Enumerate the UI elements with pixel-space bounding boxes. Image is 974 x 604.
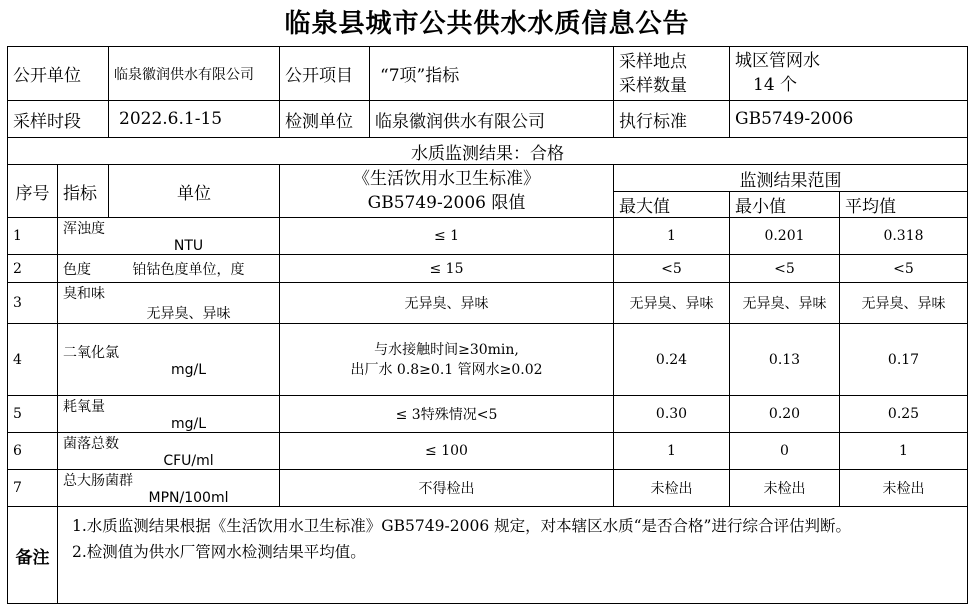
row-limit: ≤ 1 bbox=[280, 218, 614, 255]
col-standard-line2: GB5749-2006 限值 bbox=[367, 193, 526, 213]
row-seq: 7 bbox=[8, 470, 58, 507]
col-indicator: 指标 bbox=[58, 165, 109, 218]
note-line-2: 2.检测值为供水厂管网水检测结果平均值。 bbox=[72, 543, 366, 561]
row-indicator-label: 浑浊度 bbox=[63, 221, 105, 237]
header-row-publisher bbox=[8, 47, 968, 101]
col-seq: 序号 bbox=[8, 165, 58, 218]
row-max: <5 bbox=[614, 255, 730, 283]
row-max: 0.24 bbox=[614, 324, 730, 396]
location-label: 采样地点 bbox=[619, 51, 687, 72]
row-max: 无异臭、异味 bbox=[614, 283, 730, 324]
lab-value: 临泉徽润供水有限公司 bbox=[370, 101, 614, 138]
row-indicator bbox=[58, 218, 280, 255]
row-max: 未检出 bbox=[614, 470, 730, 507]
row-indicator bbox=[58, 283, 280, 324]
row-unit: mg/L bbox=[170, 416, 207, 432]
water-quality-table bbox=[7, 46, 968, 604]
col-max: 最大值 bbox=[614, 192, 730, 218]
row-limit: ≤ 100 bbox=[280, 433, 614, 470]
period-label: 采样时段 bbox=[8, 101, 109, 138]
table-row bbox=[8, 255, 968, 283]
row-avg: 1 bbox=[840, 433, 968, 470]
row-unit: CFU/ml bbox=[163, 453, 214, 469]
row-indicator bbox=[58, 324, 280, 396]
row-limit: 无异臭、异味 bbox=[280, 283, 614, 324]
column-header-row bbox=[8, 165, 968, 192]
row-unit: 铂钴色度单位，度 bbox=[132, 261, 245, 278]
items-label: 公开项目 bbox=[280, 47, 370, 101]
row-unit: 无异臭、异味 bbox=[146, 306, 231, 322]
row-unit: mg/L bbox=[170, 361, 207, 378]
table-row bbox=[8, 470, 968, 507]
row-indicator bbox=[58, 433, 280, 470]
row-indicator-label: 菌落总数 bbox=[63, 436, 119, 452]
notes-label: 备注 bbox=[8, 507, 58, 604]
row-min: 无异臭、异味 bbox=[730, 283, 840, 324]
header-row-period bbox=[8, 101, 968, 138]
row-max: 1 bbox=[614, 433, 730, 470]
row-seq: 4 bbox=[8, 324, 58, 396]
col-unit: 单位 bbox=[109, 165, 280, 218]
row-indicator-label: 色度 bbox=[63, 261, 91, 278]
col-range: 监测结果范围 bbox=[614, 165, 968, 192]
table-row bbox=[8, 218, 968, 255]
table-row bbox=[8, 396, 968, 433]
row-limit: ≤ 3特殊情况<5 bbox=[280, 396, 614, 433]
row-avg: 未检出 bbox=[840, 470, 968, 507]
note-line-1: 1.水质监测结果根据《生活饮用水卫生标准》GB5749-2006 规定，对本辖区水质“是否合格”进行综合评估判断。 bbox=[72, 517, 851, 535]
col-standard bbox=[280, 165, 614, 218]
publisher-label: 公开单位 bbox=[8, 47, 109, 101]
items-value: “7项”指标 bbox=[370, 47, 614, 101]
row-indicator bbox=[58, 396, 280, 433]
col-min: 最小值 bbox=[730, 192, 840, 218]
row-limit-line1: 与水接触时间≥30min, bbox=[374, 341, 519, 358]
table-row bbox=[8, 324, 968, 396]
row-avg: <5 bbox=[840, 255, 968, 283]
lab-label: 检测单位 bbox=[280, 101, 370, 138]
row-seq: 1 bbox=[8, 218, 58, 255]
location-count-label bbox=[614, 47, 730, 101]
row-avg: 0.25 bbox=[840, 396, 968, 433]
page-title: 临泉县城市公共供水水质信息公告 bbox=[284, 9, 690, 39]
row-min: 0.20 bbox=[730, 396, 840, 433]
row-limit: ≤ 15 bbox=[280, 255, 614, 283]
row-seq: 6 bbox=[8, 433, 58, 470]
row-min: 0 bbox=[730, 433, 840, 470]
row-indicator-label: 二氧化氯 bbox=[63, 344, 119, 361]
row-max: 1 bbox=[614, 218, 730, 255]
result-row bbox=[8, 138, 968, 165]
row-min: 0.201 bbox=[730, 218, 840, 255]
row-indicator-label: 臭和味 bbox=[63, 286, 105, 302]
row-max: 0.30 bbox=[614, 396, 730, 433]
location-value: 城区管网水 bbox=[735, 51, 820, 71]
row-limit bbox=[280, 324, 614, 396]
row-seq: 3 bbox=[8, 283, 58, 324]
publisher-value: 临泉徽润供水有限公司 bbox=[109, 47, 280, 101]
row-avg: 0.318 bbox=[840, 218, 968, 255]
row-min: <5 bbox=[730, 255, 840, 283]
row-indicator bbox=[58, 470, 280, 507]
row-limit-line2: 出厂水 0.8≥0.1 管网水≥0.02 bbox=[350, 361, 543, 378]
notes-body bbox=[58, 507, 968, 604]
row-avg: 0.17 bbox=[840, 324, 968, 396]
row-indicator-label: 总大肠菌群 bbox=[63, 473, 133, 489]
col-standard-line1: 《生活饮用水卫生标准》 bbox=[353, 169, 540, 189]
row-unit: MPN/100ml bbox=[148, 490, 229, 506]
location-count-value bbox=[730, 47, 968, 101]
period-value: 2022.6.1-15 bbox=[109, 101, 280, 138]
count-label: 采样数量 bbox=[619, 75, 687, 96]
table-row bbox=[8, 283, 968, 324]
row-avg: 无异臭、异味 bbox=[840, 283, 968, 324]
row-unit: NTU bbox=[173, 238, 204, 254]
row-indicator bbox=[58, 255, 280, 283]
row-indicator-label: 耗氧量 bbox=[63, 399, 105, 415]
standard-value: GB5749-2006 bbox=[730, 101, 968, 138]
col-avg: 平均值 bbox=[840, 192, 968, 218]
row-seq: 5 bbox=[8, 396, 58, 433]
row-min: 0.13 bbox=[730, 324, 840, 396]
row-limit: 不得检出 bbox=[280, 470, 614, 507]
standard-label: 执行标准 bbox=[614, 101, 730, 138]
result-banner: 水质监测结果：合格 bbox=[8, 138, 968, 165]
row-min: 未检出 bbox=[730, 470, 840, 507]
row-seq: 2 bbox=[8, 255, 58, 283]
notes-row bbox=[8, 507, 968, 604]
table-row bbox=[8, 433, 968, 470]
count-value: 14 个 bbox=[753, 75, 798, 95]
